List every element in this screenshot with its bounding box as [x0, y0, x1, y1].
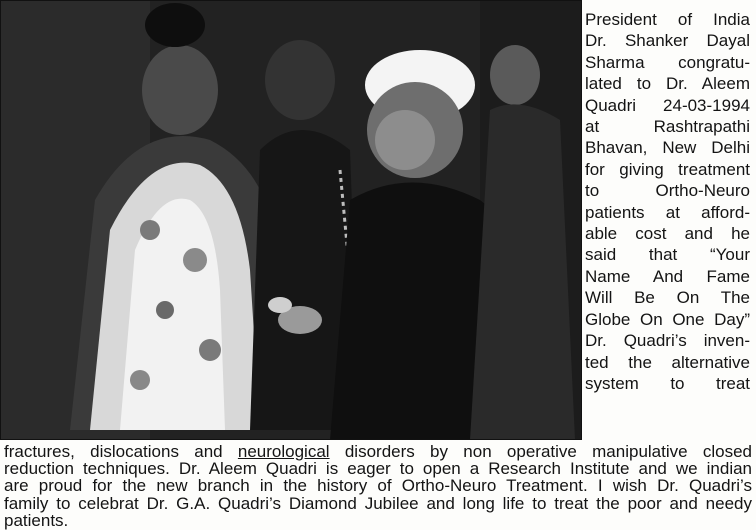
caption-line: Quadri 24-03-1994 — [585, 95, 750, 115]
body-line: patients. — [4, 510, 69, 530]
caption-line: ted the alternative — [585, 352, 750, 372]
caption-line: for giving treatment — [585, 159, 750, 179]
body-line-1-end: disorders by non operative manipulative closed — [329, 442, 753, 461]
caption-line: Dr. Quadri’s inven- — [585, 331, 750, 351]
caption-line: lated to Dr. Aleem — [585, 74, 750, 94]
caption-line: Dr. Shanker Dayal — [585, 31, 750, 51]
body-line-1-start: fractures, dislocations and — [4, 442, 238, 461]
caption-line: Will Be On The — [585, 288, 750, 308]
caption-line: able cost and he — [585, 224, 750, 244]
photo-caption — [585, 9, 750, 394]
caption-line: to Ortho-Neuro — [585, 181, 750, 201]
caption-line: system to treat — [585, 373, 750, 393]
caption-line: patients at afford- — [585, 202, 750, 222]
body-line — [4, 443, 752, 460]
caption-line: Bhavan, New Delhi — [585, 138, 750, 158]
body-line: reduction techniques. Dr. Aleem Quadri is eager to open a Research Institute and we indian — [4, 459, 752, 479]
body-line: are proud for the new branch in the history of Ortho-Neuro Treatment. I wish Dr. Quadri’s — [4, 476, 752, 496]
caption-line: Globe On One Day” — [585, 309, 750, 329]
caption-line: President of India — [585, 10, 750, 29]
caption-line: Sharma congratu- — [585, 52, 750, 72]
caption-line: Name And Fame — [585, 266, 750, 286]
article-body — [4, 443, 752, 529]
body-line-1-underlined: neurological — [237, 442, 330, 461]
caption-line: at Rashtrapathi — [585, 117, 750, 137]
body-line: family to celebrat Dr. G.A. Quadri’s Diamond Jubilee and long life to treat the poor and needy — [4, 493, 752, 513]
caption-line: said that “Your — [585, 245, 750, 265]
